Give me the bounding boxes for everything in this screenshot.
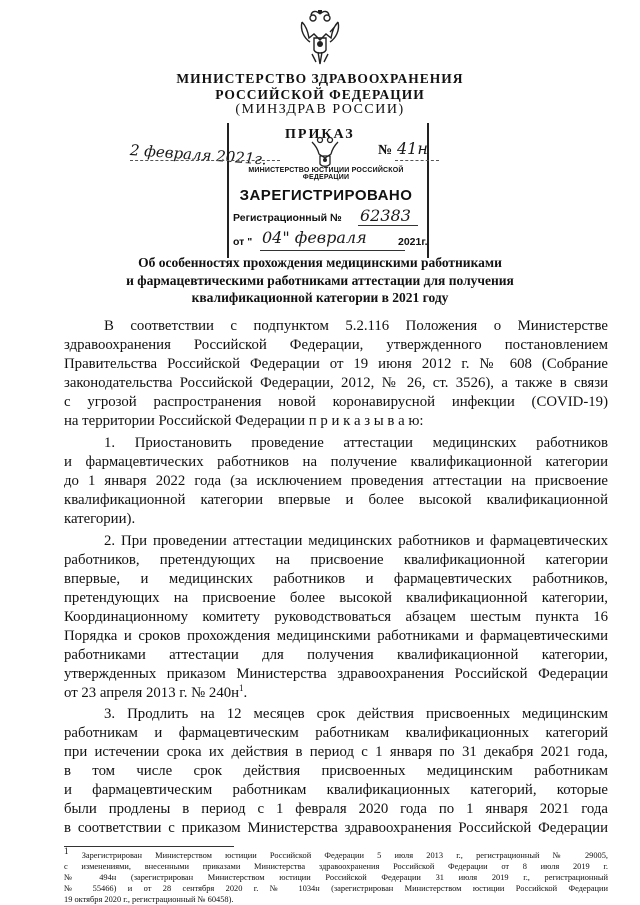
order-date-handwritten: 2 февраля 2021г. xyxy=(129,141,268,169)
footnote-line xyxy=(64,872,608,883)
footnote-line xyxy=(64,846,608,861)
document-title-line2: и фармацевтическими работниками аттестации для получения xyxy=(126,273,514,288)
stamp-registration-number: 62383 xyxy=(360,206,411,225)
stamp-registration-underline xyxy=(358,225,418,226)
order-title: ПРИКАЗ xyxy=(285,127,355,142)
body-line: В соответствии с подпунктом 5.2.116 Положения о Министерстве xyxy=(104,318,608,334)
footnote-text: 19 октября 2020 г., регистрационный № 60458). xyxy=(64,895,234,904)
stamp-date-underline xyxy=(260,250,405,251)
body-line: Правительства Российской Федерации от 19 июня 2012 г. № 608 (Собрание xyxy=(64,356,608,372)
ministry-name-line2: РОССИЙСКОЙ ФЕДЕРАЦИИ xyxy=(215,87,425,102)
order-number-handwritten: 41н xyxy=(397,139,428,158)
footnote-line xyxy=(64,861,608,872)
body-text: . xyxy=(243,685,248,701)
document-title-line1: Об особенностях прохождения медицинскими работниками xyxy=(138,255,502,270)
stamp-emblem-icon xyxy=(308,134,342,170)
footnote-ref: 1 xyxy=(239,683,244,694)
body-line: впервые, и медицинских работников и фармацевтических работников, xyxy=(64,571,608,587)
body-line: работников, претендующих на присвоение квалификационной категории xyxy=(64,552,608,568)
body-line: в соответствии с приказом Министерства здравоохранения Российской Федерации xyxy=(64,820,608,836)
order-number-prefix: № xyxy=(378,143,393,158)
body-line: до 1 января 2022 года (за исключением проведения аттестации на присвоение xyxy=(64,473,608,489)
stamp-registered-label: ЗАРЕГИСТРИРОВАНО xyxy=(239,187,413,204)
body-line: и фармацевтическим работникам квалификационных категорий, которые xyxy=(64,782,608,798)
body-line: законодательства Российской Федерации, 2012, № 26, ст. 3526), а также в связи xyxy=(64,375,608,391)
body-line: Порядка и сроков прохождения медицинскими работниками и фармацевтическими xyxy=(64,628,608,644)
body-line: работниками аттестации для получения квалификационной категории, xyxy=(64,647,608,663)
footnote-marker: 1 xyxy=(64,846,69,857)
body-line: 1. Приостановить проведение аттестации медицинских работников xyxy=(104,435,608,451)
footnote-line xyxy=(64,894,608,905)
stamp-registration-label: Регистрационный № xyxy=(233,212,342,224)
stamp-date-year: 2021г. xyxy=(398,236,428,248)
body-line xyxy=(64,684,608,703)
order-number-underline xyxy=(395,160,439,161)
body-line: работникам и фармацевтическим работникам квалификационных категорий xyxy=(64,725,608,741)
body-line: 3. Продлить на 12 месяцев срок действия присвоенных медицинским xyxy=(104,706,608,722)
body-line: при истечении срока их действия в период с 1 января по 31 декабря 2021 года, xyxy=(64,744,608,760)
body-line: были продлены в период с 1 февраля 2020 года по 1 января 2021 года xyxy=(64,801,608,817)
ministry-short-name: (МИНЗДРАВ РОССИИ) xyxy=(235,102,405,117)
footnote-line xyxy=(64,883,608,894)
footnote-text: № 55466) и от 28 сентября 2020 г. № 1034н (зарегистрирован Министерством юстиции Российской Федерации xyxy=(64,884,608,893)
body-text: от 23 апреля 2013 г. № 240н xyxy=(64,685,240,701)
stamp-ministry-name: МИНИСТЕРСТВО ЮСТИЦИИ РОССИЙСКОЙ ФЕДЕРАЦИИ xyxy=(248,167,404,181)
ministry-name-line1: МИНИСТЕРСТВО ЗДРАВООХРАНЕНИЯ xyxy=(176,71,464,86)
footnote-separator xyxy=(64,846,234,847)
stamp-date-label: от " xyxy=(233,236,253,248)
body-line: претендующих на присвоение более высокой квалификационной категории, xyxy=(64,590,608,606)
body-line: категории). xyxy=(64,511,136,527)
body-line: и фармацевтических работников на получение квалификационной категории xyxy=(64,454,608,470)
stamp-date-handwritten: 04" февраля xyxy=(262,228,367,247)
body-line: на территории Российской Федерации п р и к а з ы в а ю: xyxy=(64,413,424,429)
order-date-underline xyxy=(130,160,280,161)
footnote-text: Зарегистрирован Министерством юстиции Российской Федерации 5 июля 2013 г., регистрационный № 29005, xyxy=(68,851,608,860)
footnote-text: № 494н (зарегистрирован Министерством юстиции Российской Федерации 31 июля 2019 г., регистрационный xyxy=(64,873,608,882)
body-line: здравоохранения Российской Федерации, утвержденного постановлением xyxy=(64,337,608,353)
body-line: 2. При проведении аттестации медицинских работников и фармацевтических xyxy=(104,533,608,549)
body-line: Координационному комитету руководствоваться абзацем шестым пункта 16 xyxy=(64,609,608,625)
footnote-text: с изменениями, внесенными приказами Министерства здравоохранения Российской Федерации от 8 июля 2019 г. xyxy=(64,862,608,871)
coat-of-arms-icon xyxy=(296,8,344,66)
body-line: с угрозой распространения новой коронавирусной инфекции (COVID-19) xyxy=(64,394,608,410)
body-line: в том числе срок действия присвоенных медицинским работникам xyxy=(64,763,608,779)
body-line: утвержденных приказом Министерства здравоохранения Российской Федерации xyxy=(64,666,608,682)
document-title-line3: квалификационной категории в 2021 году xyxy=(191,290,449,305)
body-line: квалификационной категории впервые и более высокой квалификационной xyxy=(64,492,608,508)
